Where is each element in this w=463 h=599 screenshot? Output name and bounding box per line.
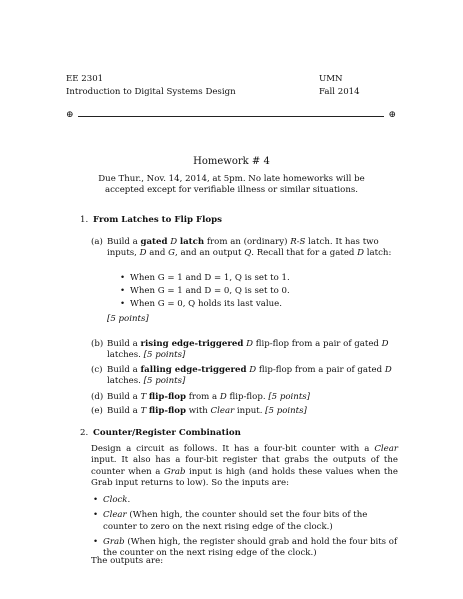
keyword: rising edge-triggered <box>140 339 244 349</box>
signal-desc: . <box>127 495 131 505</box>
crosshair-right-icon: ⊕ <box>388 110 396 120</box>
bullet-icon: • <box>93 495 99 505</box>
symbol: T <box>140 406 147 416</box>
signal-name: Clock <box>103 495 128 505</box>
signal-name: Clear <box>374 444 398 454</box>
text-run: from an (ordinary) <box>204 237 291 247</box>
problem-title: From Latches to Flip Flops <box>93 215 222 225</box>
bullet-icon: • <box>120 285 126 296</box>
keyword: falling edge-triggered <box>140 365 247 375</box>
text-run: latch: <box>364 248 392 259</box>
bullet-icon: • <box>120 298 126 309</box>
text-run: and <box>146 248 169 259</box>
text-run: flip-flop from a pair of gated <box>252 339 382 349</box>
list-item <box>118 286 398 299</box>
text-run: . Recall that for a gated <box>251 248 358 259</box>
symbol: D <box>170 237 178 247</box>
symbol: G <box>168 248 176 259</box>
list-item <box>118 273 398 286</box>
signal-name: Clear <box>103 510 127 521</box>
part-tag: (b) <box>91 339 104 349</box>
text-run: Build a <box>107 392 141 402</box>
part-tag: (a) <box>91 237 103 247</box>
text-run: , and an output <box>175 248 245 259</box>
symbol: D <box>246 339 253 349</box>
list-item <box>118 299 398 312</box>
text-run: from a <box>185 392 220 402</box>
outputs-label: The outputs are: <box>91 556 164 566</box>
keyword: gated <box>140 237 168 247</box>
symbol: D <box>249 365 257 375</box>
text-run: with <box>185 406 211 416</box>
points-label: [5 points] <box>143 376 186 387</box>
symbol: T <box>140 392 147 402</box>
text-run: latch. It has two inputs, <box>107 237 379 259</box>
bullet-icon: • <box>93 510 99 521</box>
header-left <box>66 74 236 100</box>
problem-1-heading <box>80 215 222 226</box>
course-number: EE 2301 <box>66 74 104 84</box>
part-text <box>107 365 396 388</box>
text-run: flip-flop. <box>226 392 269 402</box>
course-name: Introduction to Digital Systems Design <box>66 87 236 97</box>
symbol: D <box>357 248 365 259</box>
bullet-icon: • <box>93 537 99 548</box>
signal-desc: (When high, the counter should set the four bits of the counter to zero on the next rising edge of the clock.) <box>103 510 368 532</box>
part-tag: (c) <box>91 365 103 375</box>
due-statement: Due Thur., Nov. 14, 2014, at 5pm. No late homeworks will be accepted except for verifiable illness or similar situations. <box>98 174 365 196</box>
points-label: [5 points] <box>143 350 186 361</box>
keyword: latch <box>179 237 205 247</box>
rule-text: When G = 0, Q holds its last value. <box>130 298 282 309</box>
part-tag: (e) <box>91 406 103 416</box>
part-e <box>91 406 396 417</box>
text-run: latches. <box>107 376 144 387</box>
text-run: input. <box>234 406 266 416</box>
problem-number: 2. <box>80 428 89 438</box>
text-run: flip-flop from a pair of gated <box>256 365 385 375</box>
points-label: [5 points] <box>268 392 311 402</box>
part-text <box>107 406 396 417</box>
part-text <box>107 392 396 403</box>
divider <box>78 116 384 117</box>
keyword: flip-flop <box>148 392 186 402</box>
header-rule <box>66 111 396 121</box>
symbol: D <box>139 248 147 259</box>
signal-desc: (When high, the register should grab and hold the four bits of the counter on the next rising edge of the clock.) <box>103 537 398 559</box>
rule-text: When G = 1 and D = 0, Q is set to 0. <box>130 285 290 296</box>
symbol: R-S <box>290 237 306 247</box>
text-run: Design a circuit as follows. It has a four-bit counter with a <box>91 444 375 454</box>
part-d <box>91 392 396 403</box>
header-right <box>319 74 360 100</box>
text-run: Build a <box>107 406 141 416</box>
part-c <box>91 365 396 388</box>
symbol: D <box>384 365 392 375</box>
text-run: latches. <box>107 350 144 361</box>
signal-name: Grab <box>163 466 186 477</box>
symbol: Clear <box>210 406 235 416</box>
text-run: input. It also has a four-bit register that grabs the outputs of the counter when a <box>91 455 398 477</box>
signal-name: Grab <box>103 537 125 548</box>
part-b <box>91 339 396 362</box>
page-title: Homework # 4 <box>193 156 270 167</box>
crosshair-left-icon: ⊕ <box>66 110 74 120</box>
symbol: Q <box>244 248 252 259</box>
text-run: Build a <box>107 237 141 247</box>
part-tag: (d) <box>91 392 104 402</box>
list-item <box>91 510 398 533</box>
text-run: Build a <box>107 339 141 349</box>
list-item <box>91 495 398 506</box>
input-list <box>91 495 398 564</box>
bullet-icon: • <box>120 273 126 283</box>
keyword: flip-flop <box>148 406 186 416</box>
rule-text: When G = 1 and D = 1, Q is set to 1. <box>130 273 290 283</box>
latch-rules <box>118 273 398 311</box>
problem-2-heading <box>80 428 241 439</box>
text-run: Build a <box>107 365 141 375</box>
text-run: input is high (and holds these values when the Grab input returns to low). So the inputs are: <box>91 466 398 489</box>
part-a <box>91 237 396 260</box>
part-text <box>107 237 396 260</box>
problem-2-intro <box>91 444 398 489</box>
points-label: [5 points] <box>265 406 307 416</box>
term: Fall 2014 <box>319 87 360 97</box>
symbol: D <box>381 339 389 349</box>
institution: UMN <box>319 74 343 84</box>
points-label: [5 points] <box>107 314 149 324</box>
part-text <box>107 339 396 362</box>
problem-number: 1. <box>80 215 89 225</box>
problem-title: Counter/Register Combination <box>93 428 241 438</box>
symbol: D <box>219 392 227 402</box>
